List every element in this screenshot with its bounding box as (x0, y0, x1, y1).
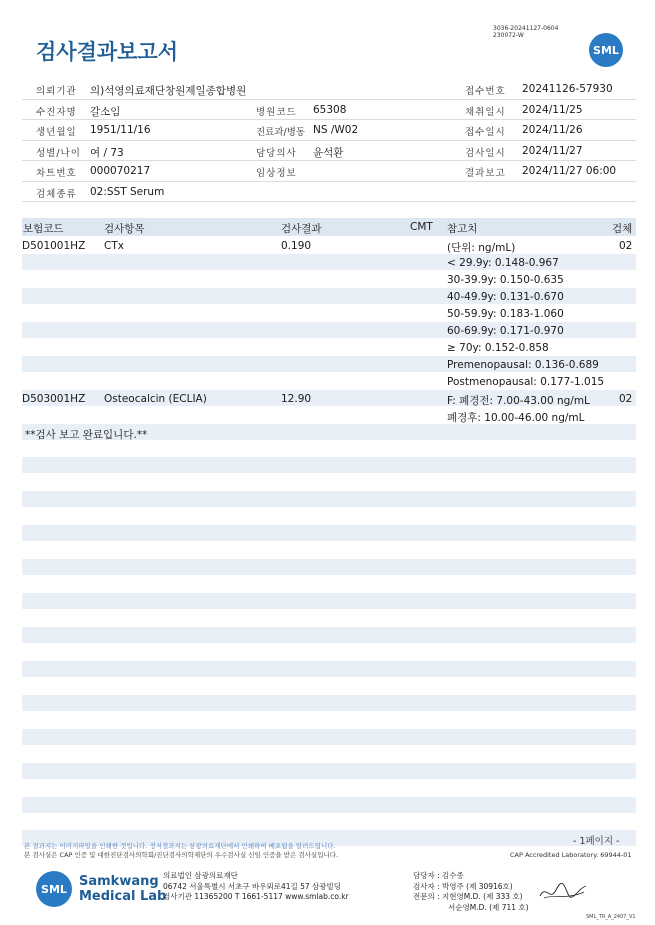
doctor-label: 담당의사 (256, 147, 297, 159)
col-test-item: 검사항목 (104, 223, 145, 235)
ward-label: 진료과/병동 (256, 127, 306, 138)
row1-reference-unit: (단위: ng/mL) (447, 242, 516, 254)
receipt-date-label: 접수일시 (465, 127, 506, 138)
dob-value: 1951/11/16 (90, 124, 151, 136)
org-name: 의료법인 삼광의료재단 (163, 871, 238, 880)
row-stripe (22, 593, 636, 609)
collect-date-label: 채취일시 (465, 106, 506, 118)
signature-icon (538, 880, 588, 904)
result-table-header (22, 218, 636, 236)
staff-tester: 검사자 : 박영주 (제 30916호) (413, 881, 513, 891)
chart-no-value: 000070217 (90, 165, 151, 177)
row1-reference-line: 30-39.9y: 0.150-0.635 (447, 274, 564, 286)
org-address: 06742 서울특별시 서초구 바우뫼로41길 57 삼광빌딩 (163, 881, 342, 891)
page-number: - 1페이지 - (573, 836, 620, 847)
collect-date-value: 2024/11/25 (522, 103, 583, 116)
clinical-info-label: 임상정보 (256, 168, 297, 179)
info-row-specimen (22, 182, 636, 203)
organization-info (163, 871, 349, 903)
test-date-value: 2024/11/27 (522, 144, 583, 157)
row1-reference-line: 50-59.9y: 0.183-1.060 (447, 308, 564, 320)
row1-reference-line: 40-49.9y: 0.131-0.670 (447, 291, 564, 303)
report-date-label: 결과보고 (465, 168, 506, 179)
report-date-value: 2024/11/27 06:00 (522, 165, 617, 177)
receipt-no-label: 접수번호 (465, 86, 506, 97)
completion-note: **검사 보고 완료입니다.** (25, 429, 148, 441)
row-stripe (22, 763, 636, 779)
row1-reference-line: ≥ 70y: 0.152-0.858 (447, 342, 549, 354)
row2-result: 12.90 (281, 393, 312, 405)
row1-reference-line: < 29.9y: 0.148-0.967 (447, 257, 559, 269)
info-row-dob (22, 120, 636, 141)
patient-info-table (22, 79, 636, 202)
row2-code: D503001HZ (22, 393, 86, 405)
info-row-patient (22, 100, 636, 121)
row1-item: CTx (104, 240, 124, 252)
staff-manager: 담당자 : 김수종 (413, 871, 464, 880)
brand-name (79, 874, 166, 904)
row1-specimen: 02 (619, 240, 633, 252)
info-row-sex-age (22, 141, 636, 162)
org-contact: 검사기관 11365200 T 1661-5117 www.smlab.co.kr (163, 892, 349, 901)
info-row-hospital (22, 79, 636, 100)
row2-item: Osteocalcin (ECLIA) (104, 393, 207, 405)
row-stripe (22, 661, 636, 677)
row1-reference-line: Premenopausal: 0.136-0.689 (447, 359, 599, 371)
receipt-date-value: 2024/11/26 (522, 124, 583, 136)
row-stripe (22, 525, 636, 541)
col-reference: 참고치 (447, 223, 478, 235)
accreditation-notice: 본 검사실은 CAP 인증 및 대한진단검사의학회/진단검사의학재단의 우수검사실 신임 인증을 받은 검사실입니다. (24, 851, 339, 859)
specimen-value: 02:SST Serum (90, 185, 165, 198)
chart-no-label: 차트번호 (36, 168, 77, 179)
hospital-code-label: 병원코드 (256, 106, 297, 118)
doc-no-line1: 3036-20241127-0604 (493, 25, 559, 32)
info-row-chart (22, 161, 636, 182)
row-stripe (22, 797, 636, 813)
cap-accreditation: CAP Accredited Laboratory. 69944-01 (510, 851, 632, 859)
document-number (493, 25, 558, 39)
form-id: SML_TR_A_2407_V1 (586, 914, 636, 920)
patient-value: 갈소임 (90, 105, 121, 118)
row1-reference-line: 60-69.9y: 0.171-0.970 (447, 325, 564, 337)
row-stripe (22, 559, 636, 575)
brand-line2: Medical Lab (79, 889, 167, 904)
row1-result: 0.190 (281, 240, 312, 252)
brand-line1: Samkwang (79, 874, 159, 889)
col-cmt: CMT (410, 221, 433, 233)
receipt-no-value: 20241126-57930 (522, 83, 613, 95)
sex-age-label: 성별/나이 (36, 147, 81, 159)
image-copy-notice: 본 결과지는 이미지파일을 인쇄한 것입니다. 정식결과지는 삼광의료재단에서 인쇄하여 배포됨을 알려드립니다. (24, 842, 336, 850)
row2-specimen: 02 (619, 393, 633, 405)
ward-value: NS /W02 (313, 124, 359, 136)
hospital-value: 의)석영의료재단창원제일종합병원 (90, 85, 247, 97)
patient-label: 수진자명 (36, 106, 77, 118)
col-insurance-code: 보험코드 (23, 223, 64, 235)
row-stripe (22, 457, 636, 473)
row2-reference-line: 폐경후: 10.00-46.00 ng/mL (447, 412, 585, 424)
col-result: 검사결과 (281, 223, 322, 235)
staff-specialist-2: 서순영M.D. (제 711 호) (448, 902, 529, 912)
test-date-label: 검사일시 (465, 147, 506, 159)
row1-code: D501001HZ (22, 240, 86, 252)
sml-logo-icon: SML (589, 33, 623, 67)
row-stripe (22, 627, 636, 643)
doc-no-line2: 230072-W (493, 32, 524, 39)
specimen-label: 검체종류 (36, 188, 77, 200)
hospital-code-value: 65308 (313, 103, 347, 116)
row2-reference-line: F: 폐경전: 7.00-43.00 ng/mL (447, 395, 590, 407)
row-stripe (22, 491, 636, 507)
row-stripe (22, 729, 636, 745)
hospital-label: 의뢰기관 (36, 86, 77, 97)
row1-reference-line: Postmenopausal: 0.177-1.015 (447, 376, 605, 388)
report-title: 검사결과보고서 (36, 40, 179, 64)
staff-info (413, 871, 529, 913)
doctor-value: 윤석환 (313, 146, 344, 159)
row-stripe (22, 695, 636, 711)
col-specimen: 검체 (612, 223, 633, 235)
staff-specialist-1: 전문의 : 지현영M.D. (제 333 호) (413, 892, 523, 901)
dob-label: 생년월일 (36, 127, 77, 138)
sml-footer-logo-icon: SML (36, 871, 72, 907)
sex-age-value: 여 / 73 (90, 146, 124, 159)
